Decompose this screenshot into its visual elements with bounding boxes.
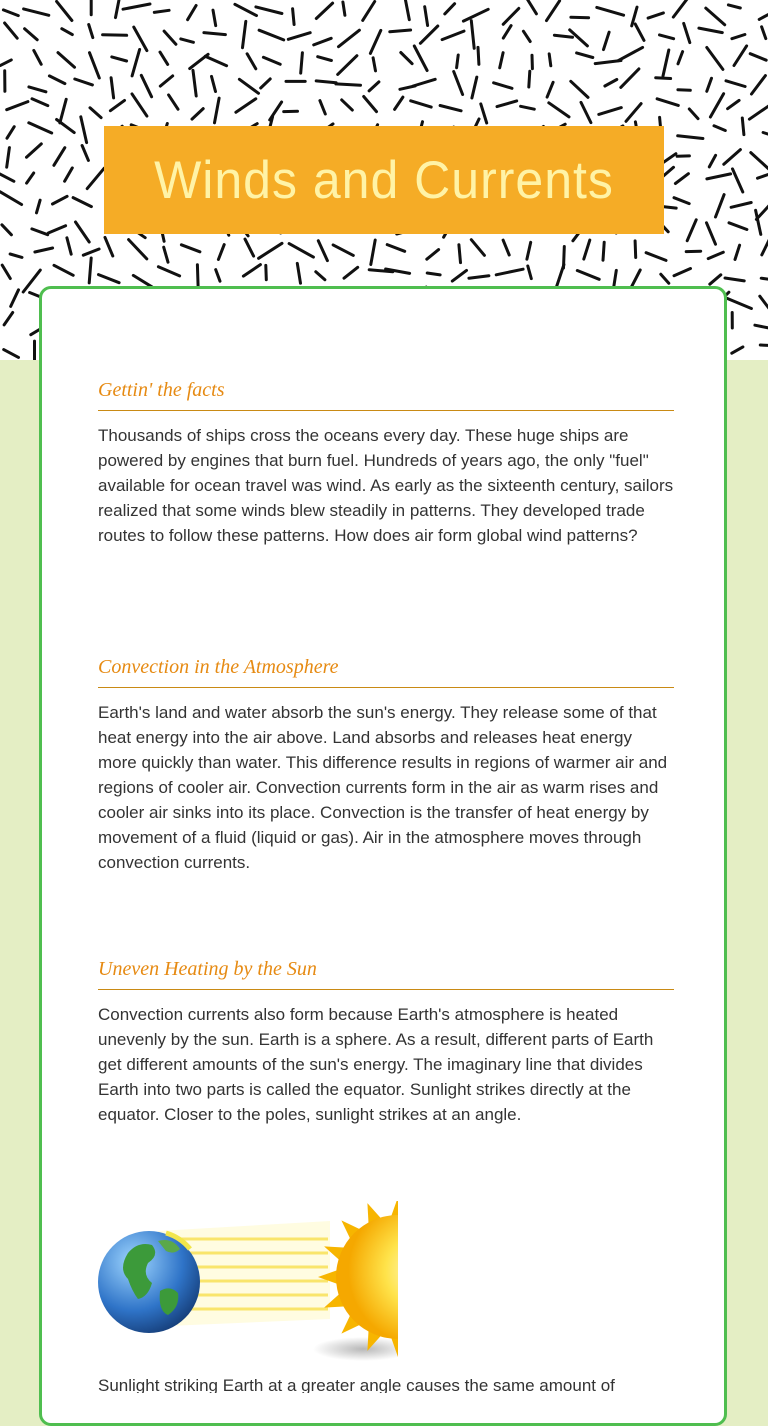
section-heading: Gettin' the facts [98, 379, 674, 411]
earth-sun-icon [98, 1201, 398, 1363]
trailing-text: Sunlight striking Earth at a greater angle causes the same amount of [98, 1373, 674, 1393]
section-body: Convection currents also form because Earth's atmosphere is heated unevenly by the sun. Earth is a sphere. As a result, different parts of Earth get different amounts of the sun's energy. The imaginary line that divides Earth into two parts is called the equator. Sunlight strikes directly at the equator. Closer to the poles, sunlight strikes at an angle. [98, 1002, 674, 1127]
section-body: Earth's land and water absorb the sun's energy. They release some of that heat energy into the air above. Land absorbs and releases heat energy more quickly than water. This difference results in regions of warmer air and regions of cooler air. Convection currents form in the air as warm rises and cooler air sinks into its place. Convection is the transfer of heat energy by movement of a fluid (liquid or gas). Air in the atmosphere moves through convection currents. [98, 700, 674, 875]
section-facts [98, 379, 674, 548]
section-heading: Convection in the Atmosphere [98, 656, 674, 688]
section-convection [98, 656, 674, 875]
title-banner [104, 126, 664, 234]
content-card [39, 286, 727, 1426]
section-uneven-heating [98, 958, 674, 1127]
trailing-paragraph [98, 1373, 674, 1393]
section-heading: Uneven Heating by the Sun [98, 958, 674, 990]
page-title: Winds and Currents [154, 150, 614, 211]
section-body: Thousands of ships cross the oceans every day. These huge ships are powered by engines that burn fuel. Hundreds of years ago, the only "fuel" available for ocean travel was wind. As early as the sixteenth century, sailors realized that some winds blew steadily in patterns. They developed trade routes to follow these patterns. How does air form global wind patterns? [98, 423, 674, 548]
